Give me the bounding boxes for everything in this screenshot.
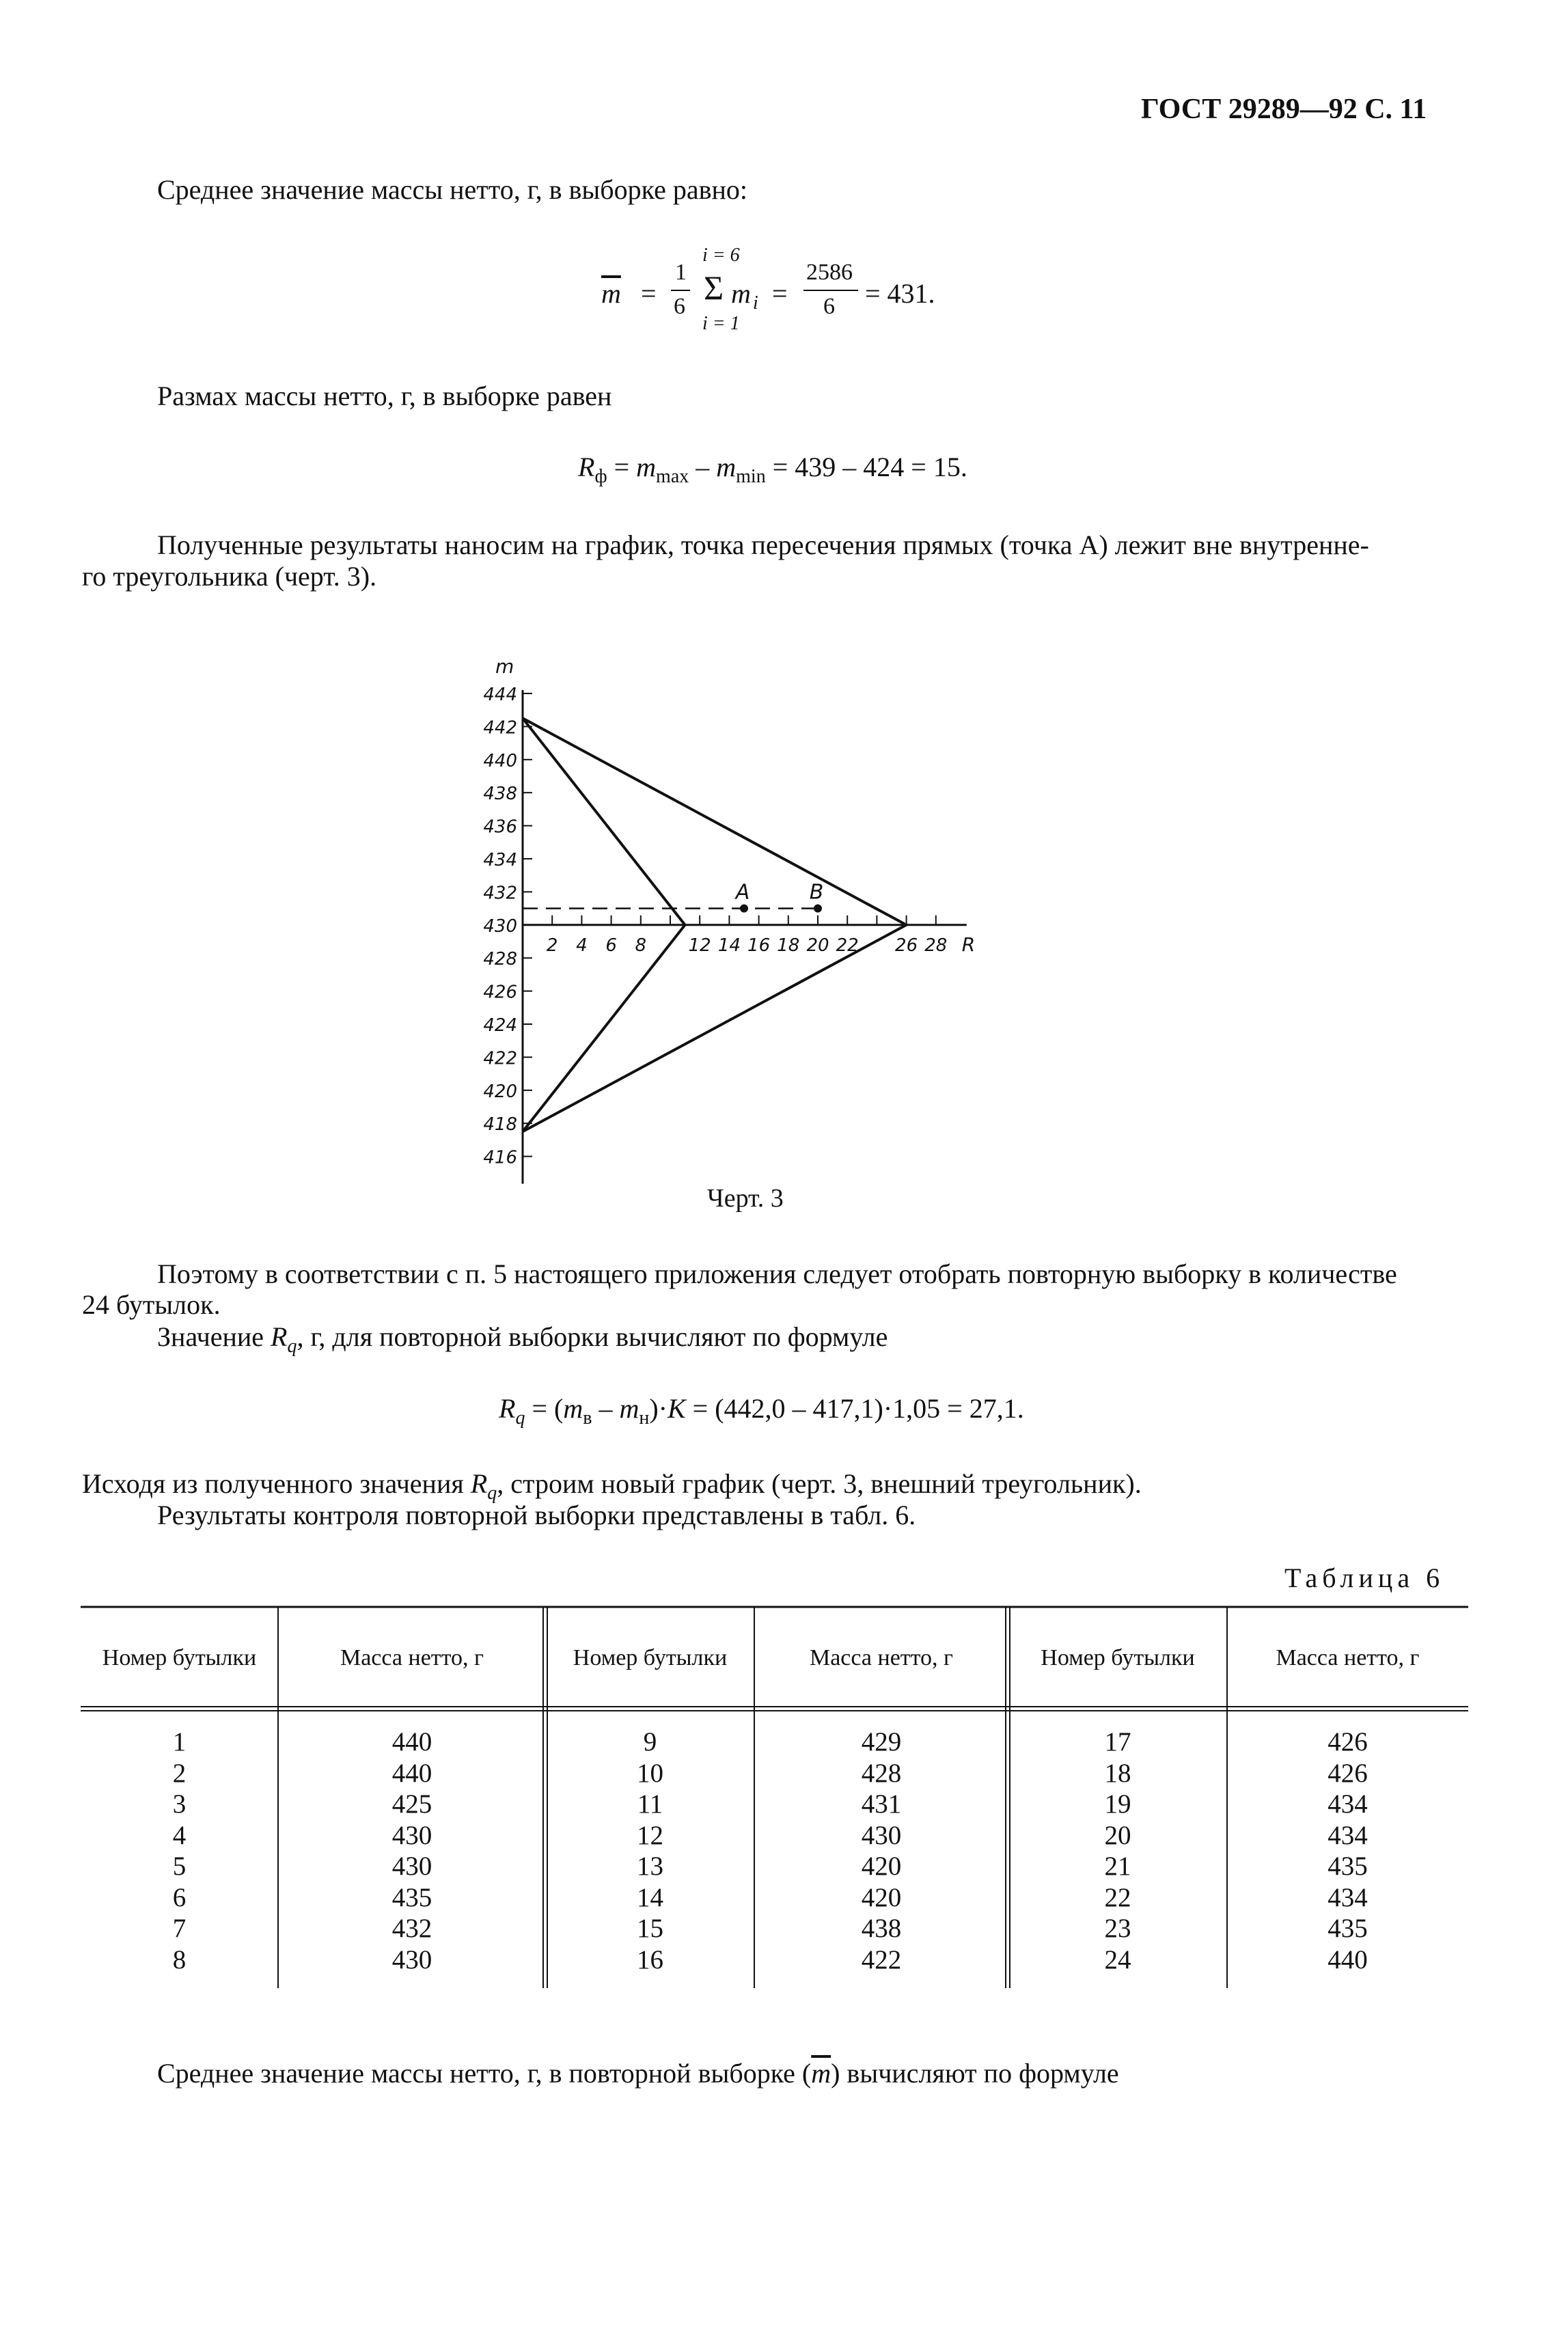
bottle-number-cell: 1 (172, 1727, 187, 1757)
bottle-number-cell: 2 (172, 1758, 187, 1788)
formula-rq (499, 1395, 1024, 1428)
bottle-number-cell: 12 (637, 1820, 663, 1850)
formula-rq-mb-sub: в (583, 1407, 592, 1429)
bottle-number-cell: 10 (637, 1758, 663, 1788)
paragraph-new-graph-pre: Исходя из полученного значения (82, 1468, 471, 1499)
net-mass-cell: 438 (861, 1914, 902, 1943)
y-tick-label: 434 (483, 850, 517, 870)
bottle-number-cell: 7 (172, 1914, 187, 1943)
paragraph-new-graph-post: , строим новый график (черт. 3, внешний треугольник). (497, 1468, 1142, 1499)
paragraph-range-intro: Размах массы нетто, г, в выборке равен (157, 381, 612, 411)
net-mass-cell: 430 (391, 1944, 432, 1974)
x-axis-label: R (961, 933, 976, 956)
formula-mean-frac-num: 1 (675, 260, 687, 285)
bottle-number-cell: 18 (1104, 1758, 1131, 1788)
paragraph-resample-mean (157, 2060, 1119, 2087)
paragraph-rq-pre: Значение (157, 1321, 271, 1352)
bottle-number-cell: 9 (643, 1727, 657, 1757)
net-mass-cell: 435 (391, 1882, 432, 1912)
formula-mean-term: m (731, 278, 751, 309)
y-tick-label: 432 (483, 883, 517, 904)
formula-rq-mn: m (619, 1393, 639, 1424)
formula-rq-k: K (667, 1393, 686, 1424)
formula-rq-minus: – (592, 1393, 620, 1424)
formula-mean-frac2-num: 2586 (806, 260, 853, 285)
bottle-number-cell: 24 (1104, 1944, 1131, 1974)
net-mass-cell: 440 (391, 1727, 432, 1757)
point-a (740, 905, 748, 913)
table-header-cell: Номер бутылки (102, 1644, 257, 1670)
paragraph-resample-mean-post: ) вычисляют по формуле (831, 2058, 1119, 2089)
formula-rq-body2: )· (649, 1393, 668, 1424)
y-axis-label: m (495, 655, 514, 678)
net-mass-cell: 426 (1328, 1727, 1368, 1757)
x-tick-label: 14 (717, 935, 741, 956)
point-b (814, 905, 822, 913)
paragraph-rq-intro (157, 1323, 888, 1356)
paragraph-result-line1: Полученные результаты наносим на график, точка пересечения прямых (точка A) лежит вне внутренне- (157, 529, 1369, 560)
table-row (81, 1758, 1468, 1789)
formula-range-lhs: R (578, 452, 595, 482)
chart-labels (483, 655, 975, 1168)
y-tick-label: 438 (483, 784, 517, 805)
bottle-number-cell: 23 (1104, 1914, 1131, 1943)
formula-range-minus: – (689, 452, 717, 482)
formula-mean-frac2-den: 6 (823, 294, 835, 319)
formula-rq-lhs-sub: q (515, 1407, 525, 1429)
y-tick-label: 430 (483, 916, 517, 937)
formula-range-max-sub: max (656, 466, 689, 487)
formula-mean-lhs: $\overline{m}$ (601, 278, 621, 309)
formula-mean-eq2: = (772, 278, 788, 309)
page-header: ГОСТ 29289—92 С. 11 (1141, 94, 1427, 125)
table-header-cell: Масса нетто, г (809, 1644, 953, 1670)
formula-mean-frac-den: 6 (674, 294, 685, 319)
paragraph-result-line2: го треугольника (черт. 3). (82, 561, 377, 592)
paragraph-resample-mean-symbol: $\overline{m}$ (811, 2058, 831, 2089)
paragraph-rq-symbol: R (271, 1321, 288, 1352)
bottle-number-cell: 19 (1104, 1789, 1131, 1819)
paragraph-resample-mean-pre: Среднее значение массы нетто, г, в повторной выборке ( (157, 2058, 812, 2089)
bottle-number-cell: 21 (1104, 1852, 1131, 1881)
formula-mean-result: = 431. (865, 278, 935, 309)
formula-rq-mn-sub: н (639, 1407, 650, 1429)
paragraph-rq-post: , г, для повторной выборки вычисляют по формуле (297, 1321, 888, 1352)
y-tick-label: 418 (483, 1114, 517, 1135)
formula-range (578, 454, 967, 486)
formula-range-eq: = (607, 452, 637, 482)
formula-mean-sum-top: i = 6 (702, 245, 740, 266)
formula-range-rest: = 439 – 424 = 15. (765, 452, 967, 482)
table-row (81, 1944, 1468, 1976)
formula-rq-mb: m (563, 1393, 583, 1424)
paragraph-rq-sub: q (287, 1336, 297, 1357)
y-tick-label: 420 (483, 1081, 517, 1102)
paragraph-new-graph (82, 1470, 1142, 1503)
bottle-number-cell: 8 (172, 1944, 187, 1974)
chart-3 (410, 642, 1066, 1189)
formula-mean-term-sub: i (753, 292, 758, 314)
net-mass-cell: 435 (1328, 1914, 1368, 1943)
table-body (81, 1709, 1468, 1975)
table-row (81, 1789, 1468, 1820)
bottle-number-cell: 13 (637, 1852, 663, 1881)
bottle-number-cell: 16 (637, 1944, 663, 1974)
table-row (81, 1820, 1468, 1852)
bottle-number-cell: 22 (1104, 1882, 1131, 1912)
net-mass-cell: 420 (861, 1882, 902, 1912)
paragraph-resample-line2: 24 бутылок. (82, 1289, 221, 1320)
formula-rq-rest: = (442,0 – 417,1)·1,05 = 27,1. (685, 1393, 1024, 1424)
net-mass-cell: 432 (391, 1914, 432, 1943)
x-tick-label: 28 (924, 935, 948, 956)
formula-range-min-sub: min (736, 466, 766, 487)
table-row (81, 1851, 1468, 1882)
chart-caption: Черт. 3 (707, 1184, 784, 1213)
table-header-cell: Номер бутылки (573, 1644, 728, 1670)
bottle-number-cell: 11 (637, 1789, 663, 1819)
formula-range-max: m (636, 452, 657, 482)
formula-mean-sum-bottom: i = 1 (702, 313, 740, 334)
y-tick-label: 444 (483, 685, 517, 705)
net-mass-cell: 430 (391, 1852, 432, 1881)
y-tick-label: 426 (483, 982, 517, 1003)
x-tick-label: 16 (747, 935, 771, 956)
table-header-cell: Номер бутылки (1041, 1644, 1195, 1670)
formula-mean (601, 246, 957, 342)
x-tick-label: 4 (576, 935, 588, 956)
paragraph-mean-intro: Среднее значение массы нетто, г, в выборке равно: (157, 174, 747, 205)
bottle-number-cell: 4 (172, 1820, 187, 1850)
table-6 (81, 1607, 1468, 1975)
x-tick-label: 8 (635, 935, 647, 956)
paragraph-new-graph-symbol: R (470, 1468, 488, 1499)
x-tick-label: 22 (836, 935, 859, 956)
net-mass-cell: 426 (1328, 1758, 1368, 1788)
net-mass-cell: 428 (861, 1758, 902, 1788)
net-mass-cell: 429 (861, 1727, 902, 1757)
bottle-number-cell: 3 (172, 1789, 187, 1819)
net-mass-cell: 434 (1328, 1789, 1368, 1819)
table-row (81, 1913, 1468, 1944)
formula-range-min: m (716, 452, 737, 482)
bottle-number-cell: 17 (1104, 1727, 1131, 1757)
x-tick-label: 26 (895, 935, 918, 956)
net-mass-cell: 434 (1328, 1820, 1368, 1850)
formula-mean-sum-sign: Σ (704, 269, 724, 307)
table-row (81, 1882, 1468, 1914)
table-header-cell: Масса нетто, г (340, 1644, 484, 1670)
bottle-number-cell: 14 (637, 1882, 663, 1912)
x-tick-label: 18 (777, 935, 800, 956)
x-tick-label: 6 (605, 935, 617, 956)
net-mass-cell: 430 (861, 1820, 902, 1850)
x-tick-label: 12 (688, 935, 711, 956)
net-mass-cell: 434 (1328, 1882, 1368, 1912)
net-mass-cell: 420 (861, 1852, 902, 1881)
net-mass-cell: 430 (391, 1820, 432, 1850)
paragraph-table-ref: Результаты контроля повторной выборки представлены в табл. 6. (157, 1500, 916, 1530)
table-header-cell: Масса нетто, г (1276, 1644, 1420, 1670)
y-tick-label: 440 (483, 750, 517, 771)
bottle-number-cell: 20 (1104, 1820, 1131, 1850)
paragraph-new-graph-sub: q (487, 1483, 497, 1504)
y-tick-label: 428 (483, 949, 517, 970)
paragraph-resample-line1: Поэтому в соответствии с п. 5 настоящего приложения следует отобрать повторную выборку в количестве (157, 1258, 1397, 1289)
net-mass-cell: 440 (391, 1758, 432, 1788)
x-tick-label: 20 (806, 935, 829, 956)
x-tick-label: 2 (546, 935, 558, 956)
net-mass-cell: 431 (861, 1789, 902, 1819)
point-b-label: B (809, 880, 824, 905)
formula-mean-eq: = (641, 278, 657, 309)
bottle-number-cell: 15 (637, 1914, 663, 1943)
y-tick-label: 436 (483, 816, 517, 838)
net-mass-cell: 425 (391, 1789, 432, 1819)
y-tick-label: 416 (483, 1147, 517, 1168)
formula-rq-lhs: R (499, 1393, 516, 1424)
table-header-row (81, 1607, 1468, 1709)
y-tick-label: 422 (483, 1048, 517, 1069)
formula-rq-body1: = ( (525, 1393, 564, 1424)
point-a-label: A (735, 880, 750, 905)
y-tick-label: 424 (483, 1015, 517, 1036)
net-mass-cell: 435 (1328, 1852, 1368, 1881)
y-tick-label: 442 (483, 717, 517, 739)
bottle-number-cell: 5 (172, 1852, 187, 1881)
formula-range-lhs-sub: ф (594, 466, 607, 487)
table-title: Таблица 6 (1284, 1563, 1445, 1593)
table-row (81, 1726, 1468, 1758)
net-mass-cell: 440 (1328, 1944, 1368, 1974)
bottle-number-cell: 6 (172, 1882, 187, 1912)
net-mass-cell: 422 (861, 1944, 902, 1974)
